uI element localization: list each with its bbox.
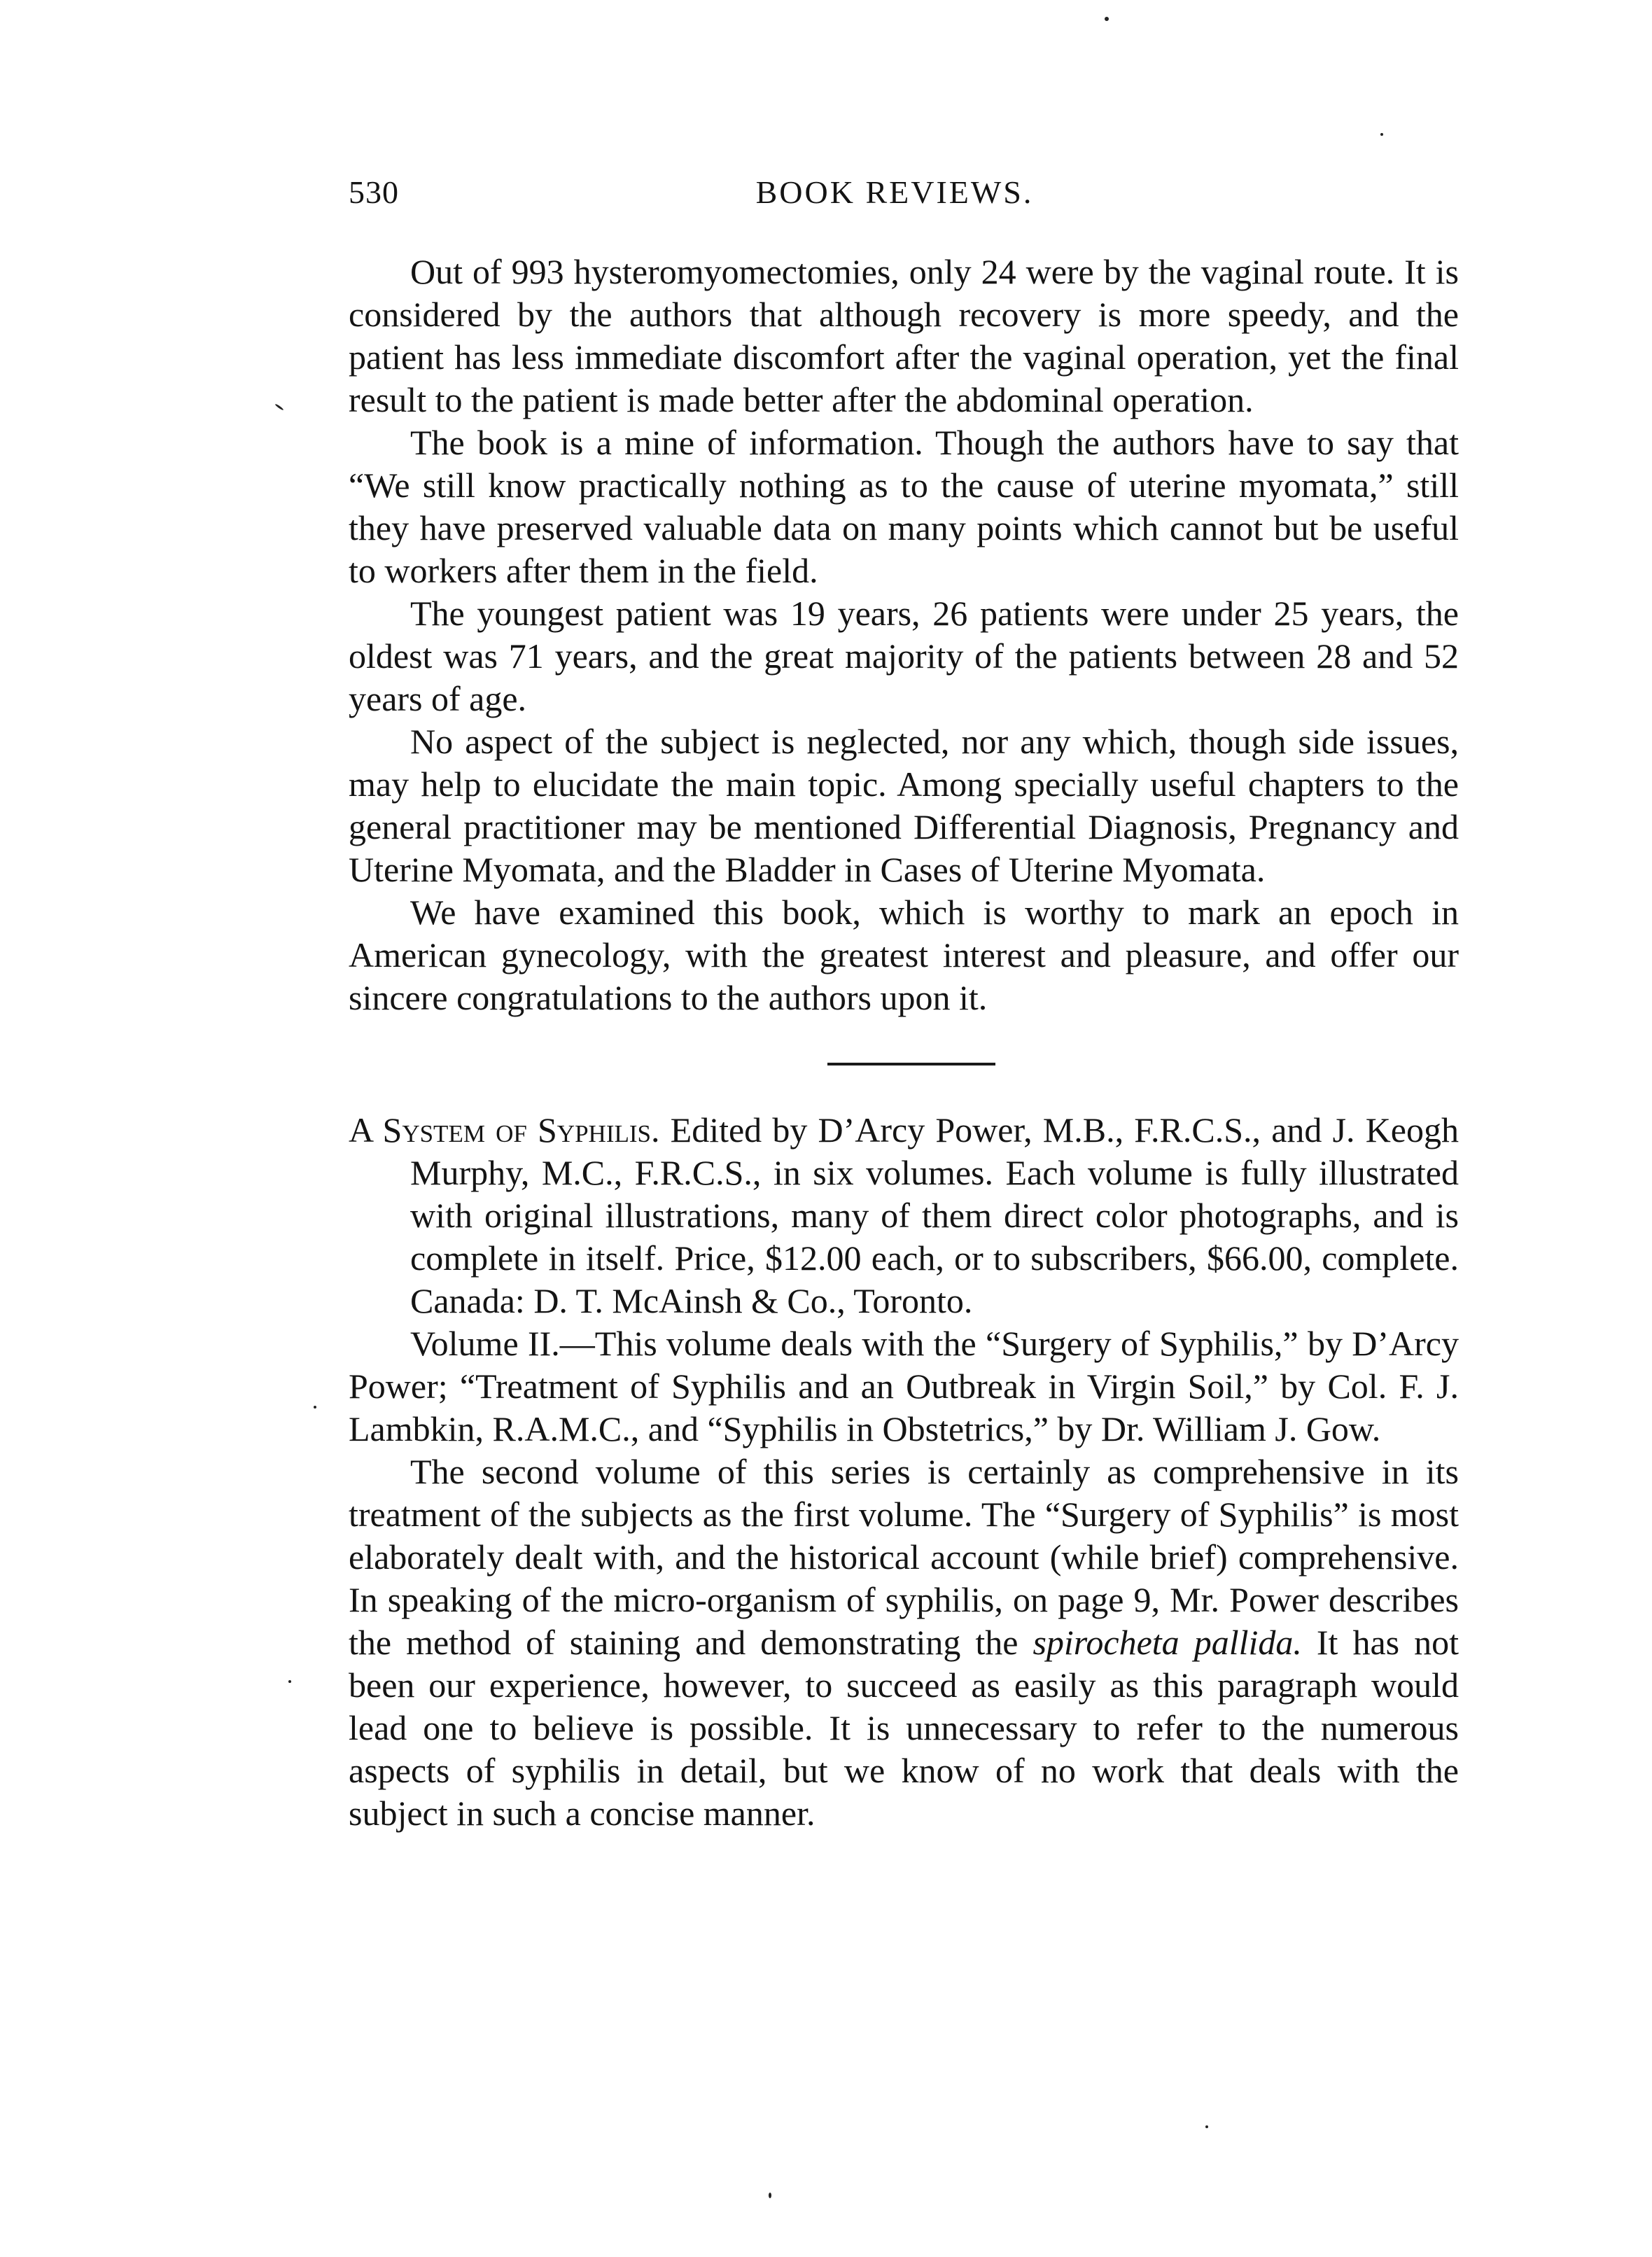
- review-citation-text: Edited by D’Arcy Power, M.B., F.R.C.S., and J. Keogh Murphy, M.C., F.R.C.S., in six volumes. Each volume is fully illustrated with original illustrations, many of them direct color photographs, and is complete in itself. Price, $12.00 each, or to subscribers, $66.00, complete. Canada: D. T. McAinsh & Co., Toronto.: [410, 1110, 1459, 1320]
- page-number: 530: [349, 174, 399, 210]
- print-speck: [1380, 133, 1383, 136]
- page-body: [349, 251, 1459, 1835]
- print-speck: [274, 403, 284, 410]
- paragraph: The book is a mine of information. Though the authors have to say that “We still know practically nothing as to the cause of uterine myomata,” still they have preserved valuable data on many points which cannot but be useful to workers after them in the field.: [349, 423, 1459, 590]
- print-speck: [769, 2193, 771, 2198]
- paragraph: We have examined this book, which is worthy to mark an epoch in American gynecology, with the greatest interest and pleasure, and offer our sincere congratulations to the authors upon it.: [349, 893, 1459, 1017]
- print-speck: [314, 1406, 316, 1409]
- review-citation: [349, 1109, 1459, 1322]
- running-head: BOOK REVIEWS.: [755, 174, 1034, 210]
- page-header: [349, 174, 1441, 216]
- paragraph-text: The second volume of this series is certainly as comprehensive in its treatment of the subjects as the first volume. The “Surgery of Syphilis” is most elaborately dealt with, and the historical account (while brief) comprehensive. In speaking of the micro-organism of syphilis, on page 9, Mr. Power describes the method of staining and demonstrating the: [349, 1452, 1459, 1662]
- paragraph: No aspect of the subject is neglected, nor any which, though side issues, may help to elucidate the main topic. Among specially useful chapters to the general practitioner may be mentioned Differential Diagnosis, Pregnancy and Uterine Myomata, and the Bladder in Cases of Uterine Myomata.: [349, 722, 1459, 889]
- paragraph-text: It has not been our experience, however, to succeed as easily as this paragraph would lead one to believe is possible. It is unnecessary to refer to the numerous aspects of syphilis in detail, but we know of no work that deals with the subject in such a concise manner.: [349, 1623, 1459, 1833]
- review-title: A System of Syphilis.: [349, 1110, 660, 1150]
- print-speck: [288, 1680, 291, 1683]
- paragraph: The youngest patient was 19 years, 26 patients were under 25 years, the oldest was 71 years, and the great majority of the patients between 28 and 52 years of age.: [349, 594, 1459, 718]
- italic-term: spirocheta pallida.: [1032, 1623, 1302, 1662]
- section-divider: [827, 1063, 995, 1065]
- paragraph: Out of 993 hysteromyomectomies, only 24 were by the vaginal route. It is considered by the authors that although recovery is more speedy, and the patient has less immediate discomfort after the vaginal operation, yet the final result to the patient is made better after the abdominal operation.: [349, 252, 1459, 419]
- print-speck: [1205, 2125, 1208, 2128]
- paragraph: [349, 1451, 1459, 1835]
- print-speck: [1105, 17, 1109, 21]
- paragraph: Volume II.—This volume deals with the “Surgery of Syphilis,” by D’Arcy Power; “Treatment of Syphilis and an Outbreak in Virgin Soil,” by Col. F. J. Lambkin, R.A.M.C., and “Syphilis in Obstetrics,” by Dr. William J. Gow.: [349, 1324, 1459, 1448]
